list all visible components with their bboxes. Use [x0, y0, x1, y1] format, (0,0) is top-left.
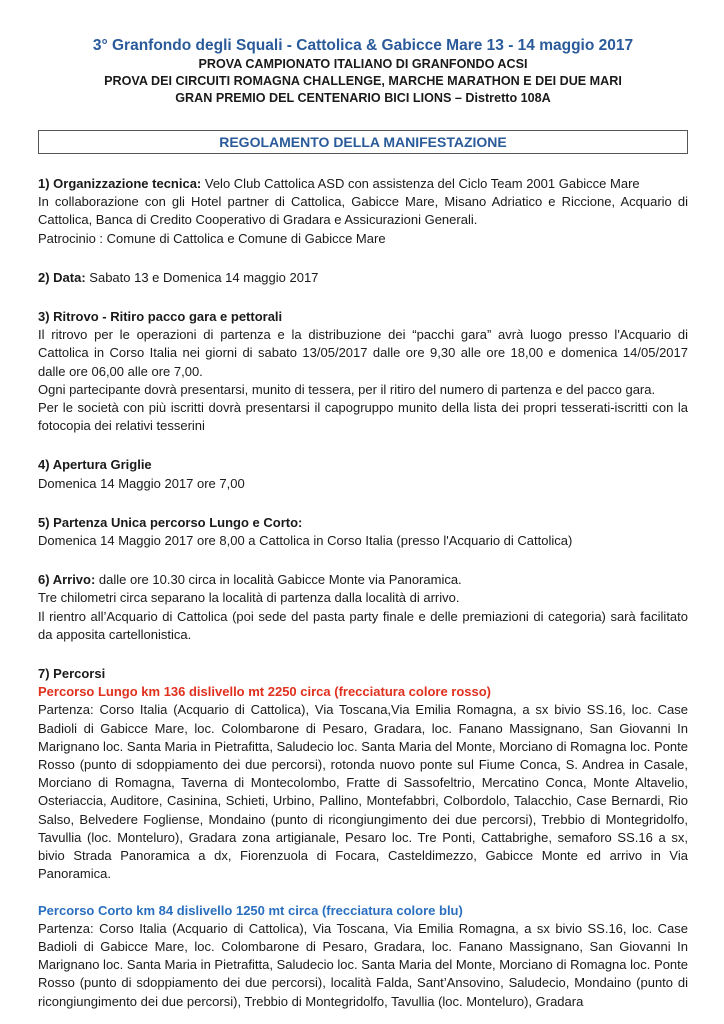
subtitle-line-1: PROVA CAMPIONATO ITALIANO DI GRANFONDO ACSI [198, 57, 528, 71]
section-paragraph: In collaborazione con gli Hotel partner di Cattolica, Gabicce Mare, Misano Adriatico e Riccione, Acquario di Cattolica, Banca di Credito Cooperativo di Gradara e Assicurazioni Generali. [38, 194, 688, 228]
subtitle-line-3: GRAN PREMIO DEL CENTENARIO BICI LIONS – Distretto 108A [175, 91, 551, 105]
document-page [38, 36, 688, 1011]
section-paragraph: Patrocinio : Comune di Cattolica e Comune di Gabicce Mare [38, 230, 386, 246]
short-route-title: Percorso Corto km 84 dislivello 1250 mt circa (frecciatura colore blu) [38, 902, 463, 918]
section-text: dalle ore 10.30 circa in località Gabicce Monte via Panoramica. [95, 572, 462, 588]
section-paragraph: Tre chilometri circa separano la località di partenza dalla località di arrivo. [38, 590, 460, 606]
section-heading: 2) Data: [38, 269, 86, 285]
section-arrival [38, 571, 688, 644]
section-organization [38, 175, 688, 248]
section-paragraph: Per le società con più iscritti dovrà presentarsi il capogruppo munito della lista dei propri tesserati-iscritti con la fotocopia dei relativi tesserini [38, 400, 688, 434]
section-heading: 4) Apertura Griglie [38, 457, 152, 473]
spacer [38, 884, 688, 902]
section-text: Sabato 13 e Domenica 14 maggio 2017 [85, 269, 319, 285]
section-paragraph: Ogni partecipante dovrà presentarsi, munito di tessera, per il ritiro del numero di partenza e del pacco gara. [38, 381, 656, 397]
section-start [38, 514, 688, 550]
long-route-title: Percorso Lungo km 136 dislivello mt 2250 circa (frecciatura colore rosso) [38, 684, 492, 700]
section-routes [38, 665, 688, 1011]
section-paragraph: Domenica 14 Maggio 2017 ore 7,00 [38, 475, 245, 491]
subtitle-line-2: PROVA DEI CIRCUITI ROMAGNA CHALLENGE, MARCHE MARATHON E DEI DUE MARI [104, 74, 622, 88]
section-heading: 3) Ritrovo - Ritiro pacco gara e pettorali [38, 309, 283, 325]
section-heading: 5) Partenza Unica percorso Lungo e Corto: [38, 514, 303, 530]
section-heading: 6) Arrivo: [38, 572, 96, 588]
document-title: 3° Granfondo degli Squali - Cattolica & Gabicce Mare 13 - 14 maggio 2017 [92, 37, 634, 54]
section-paragraph: Domenica 14 Maggio 2017 ore 8,00 a Cattolica in Corso Italia (presso l'Acquario di Cattolica) [38, 533, 573, 549]
section-heading: 7) Percorsi [38, 666, 106, 682]
section-date [38, 269, 688, 287]
section-heading: 1) Organizzazione tecnica: [38, 176, 202, 191]
section-paragraph: Il ritrovo per le operazioni di partenza e la distribuzione dei “pacchi gara” avrà luogo presso l'Acquario di Cattolica in Corso Italia nei giorni di sabato 13/05/2017 dalle ore 9,30 alle ore 18,00 e domenica 14/05/2017 dalle ore 06,00 alle ore 7,00. [38, 327, 688, 379]
section-grid-opening [38, 456, 688, 492]
long-route-description: Partenza: Corso Italia (Acquario di Cattolica), Via Toscana,Via Emilia Romagna, a sx bivio SS.16, loc. Case Badioli di Gabicce Mare, loc. Colombarone di Pesaro, Gradara, loc. Fanano Massignano, San Giovanni In Marignano loc. Santa Maria in Pietrafitta, Saludecio loc. Santa Maria del Monte, Morciano di Romagna loc. Ponte Rosso (punto di sdoppiamento dei due percorsi), rotonda nuovo ponte sul Fiume Conca, S. Andrea in Casale, Morciano di Romagna, Taverna di Montecolombo, Fratte di Sassofeltrio, Mercatino Conca, Monte Altavelio, Osteriaccia, Auditore, Casinina, Schieti, Urbino, Pallino, Montefabbri, Colbordolo, Talacchio, Case Bernardi, Rio Salso, Belvedere Fogliense, Mondaino (punto di ricongiungimento dei due percorsi), Trebbio di Montegridolfo, Tavullia (loc. Monteluro), Gradara zona artigianale, Pesaro loc. Tre Ponti, Cattabrighe, semaforo SS.16 a sx, bivio Strada Panoramica a dx, Fiorenzuola di Focara, Casteldimezzo, Gabicce Monte ed arrivo in Via Panoramica. [38, 702, 688, 882]
regulation-title-box [38, 130, 688, 154]
short-route-description: Partenza: Corso Italia (Acquario di Cattolica), Via Toscana, Via Emilia Romagna, a sx bivio SS.16, loc. Case Badioli di Gabicce Mare, loc. Colombarone di Pesaro, Gradara, loc. Fanano Massignano, San Giovanni In Marignano loc. Santa Maria in Pietrafitta, Saludecio loc. Santa Maria del Monte, Morciano di Romagna loc. Ponte Rosso (punto di sdoppiamento dei due percorsi), località Falda, Sant’Ansovino, Saludecio, Mondaino (punto di ricongiungimento dei due percorsi), Trebbio di Montegridolfo, Tavullia (loc. Monteluro), Gradara [38, 920, 688, 1009]
regulation-title: REGOLAMENTO DELLA MANIFESTAZIONE [219, 134, 507, 150]
section-paragraph: Il rientro all’Acquario di Cattolica (poi sede del pasta party finale e delle premiazioni di categoria) sarà facilitato da apposita cartellonistica. [38, 608, 688, 642]
section-text: Velo Club Cattolica ASD con assistenza del Ciclo Team 2001 Gabicce Mare [201, 176, 640, 191]
section-meeting [38, 308, 688, 435]
